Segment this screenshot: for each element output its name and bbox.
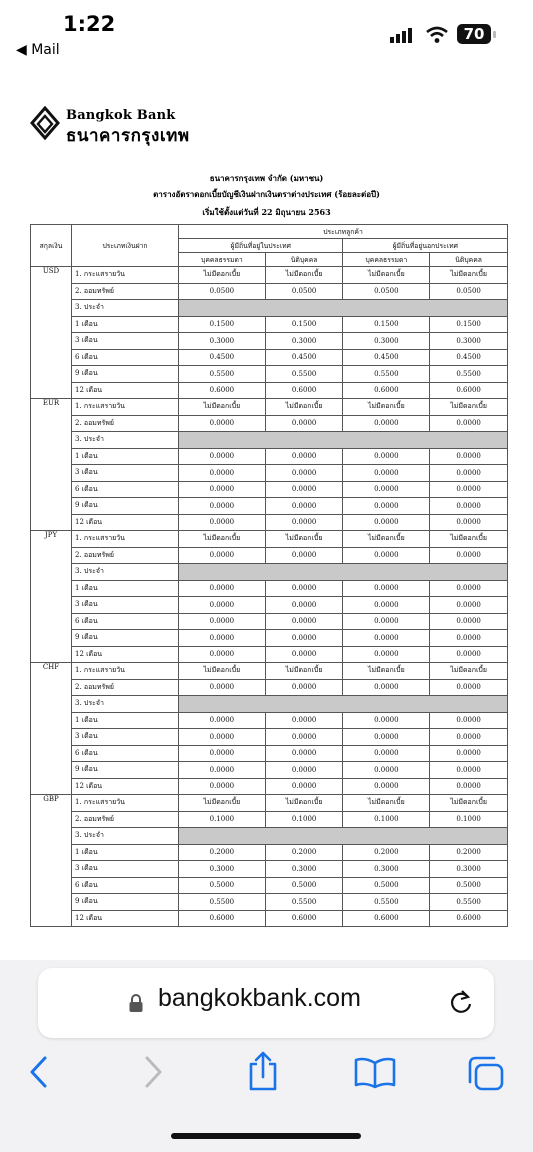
rate-cell: 0.3000: [343, 861, 430, 878]
individual-header: บุคคลธรรมดา: [179, 253, 266, 267]
rate-cell: ไม่มีดอกเบี้ย: [430, 531, 508, 548]
status-bar: [0, 0, 533, 62]
rate-cell: 0.0500: [179, 283, 266, 300]
rate-cell: 0.0000: [265, 762, 343, 779]
rate-cell: 0.5500: [343, 894, 430, 911]
rate-cell: 0.0000: [430, 547, 508, 564]
currency-code: EUR: [31, 399, 72, 531]
table-row: [31, 696, 508, 713]
logo-thai-text: ธนาคารกรุงเทพ: [66, 126, 190, 146]
non-residents-header: ผู้มีถิ่นที่อยู่นอกประเทศ: [343, 239, 508, 253]
wifi-icon: [425, 26, 449, 44]
rate-cell: 0.3000: [430, 333, 508, 350]
table-row: [31, 894, 508, 911]
company-name: ธนาคารกรุงเทพ จำกัด (มหาชน): [209, 173, 324, 183]
rate-cell: 0.0000: [343, 448, 430, 465]
rate-cell: ไม่มีดอกเบี้ย: [179, 267, 266, 284]
table-row: [31, 811, 508, 828]
rate-cell: 0.0000: [179, 597, 266, 614]
table-row: [31, 465, 508, 482]
rate-cell: 0.0000: [343, 762, 430, 779]
rate-cell: 0.0000: [179, 630, 266, 647]
rate-cell: 0.0500: [265, 283, 343, 300]
rate-cell: ไม่มีดอกเบี้ย: [265, 795, 343, 812]
rate-cell: 0.0000: [343, 498, 430, 515]
table-row: [31, 432, 508, 449]
rate-cell: 0.0000: [343, 729, 430, 746]
deposit-type-label: 2. ออมทรัพย์: [72, 547, 179, 564]
rate-cell: 0.2000: [430, 844, 508, 861]
individual-header: บุคคลธรรมดา: [343, 253, 430, 267]
term-label: 12 เดือน: [72, 910, 179, 927]
browser-bottom-bar: [0, 960, 533, 1152]
table-row: [31, 498, 508, 515]
rate-cell: 0.0000: [265, 498, 343, 515]
table-row: [31, 448, 508, 465]
document-page: [0, 62, 533, 960]
term-label: 3 เดือน: [72, 729, 179, 746]
rate-cell: 0.1000: [430, 811, 508, 828]
table-row: [31, 828, 508, 845]
rate-cell: 0.5000: [343, 877, 430, 894]
term-label: 6 เดือน: [72, 349, 179, 366]
table-row: [31, 481, 508, 498]
logo-english-text: Bangkok Bank: [66, 108, 176, 123]
term-label: 12 เดือน: [72, 382, 179, 399]
rate-cell: 0.5500: [265, 894, 343, 911]
table-row: [31, 877, 508, 894]
rate-cell: 0.0000: [265, 613, 343, 630]
shaded-cell: [179, 696, 508, 713]
rate-cell: ไม่มีดอกเบี้ย: [430, 399, 508, 416]
table-row: [31, 300, 508, 317]
shaded-cell: [179, 300, 508, 317]
rate-cell: 0.0000: [265, 547, 343, 564]
rate-cell: ไม่มีดอกเบี้ย: [430, 795, 508, 812]
rate-cell: 0.1000: [265, 811, 343, 828]
deposit-type-label: 3. ประจำ: [72, 432, 179, 449]
table-row: [31, 630, 508, 647]
rate-cell: 0.6000: [343, 910, 430, 927]
rate-cell: 0.0000: [343, 712, 430, 729]
currency-code: GBP: [31, 795, 72, 927]
deposit-type-label: 2. ออมทรัพย์: [72, 679, 179, 696]
address-bar[interactable]: [38, 968, 494, 1038]
rate-cell: 0.0000: [343, 646, 430, 663]
rate-cell: 0.0000: [179, 448, 266, 465]
rate-cell: 0.0000: [430, 778, 508, 795]
share-icon[interactable]: [246, 1050, 280, 1092]
rate-cell: 0.0000: [179, 580, 266, 597]
rate-cell: 0.4500: [430, 349, 508, 366]
rate-cell: 0.0000: [430, 514, 508, 531]
clock: 1:22: [63, 12, 116, 36]
table-row: [31, 795, 508, 812]
bangkok-bank-logo-icon: [30, 106, 60, 140]
term-label: 9 เดือน: [72, 498, 179, 515]
rate-cell: ไม่มีดอกเบี้ย: [265, 267, 343, 284]
rate-cell: 0.0000: [343, 630, 430, 647]
rate-cell: 0.0000: [179, 498, 266, 515]
term-label: 12 เดือน: [72, 778, 179, 795]
term-label: 12 เดือน: [72, 514, 179, 531]
rate-cell: 0.3000: [343, 333, 430, 350]
rate-cell: 0.0000: [265, 679, 343, 696]
rate-cell: 0.0000: [265, 646, 343, 663]
rate-cell: 0.0000: [430, 630, 508, 647]
rate-cell: 0.5000: [430, 877, 508, 894]
term-label: 1 เดือน: [72, 316, 179, 333]
rate-cell: 0.0000: [430, 613, 508, 630]
rate-cell: 0.0000: [265, 481, 343, 498]
chevron-left-icon[interactable]: [26, 1055, 52, 1089]
rate-cell: 0.0000: [430, 498, 508, 515]
table-row: [31, 415, 508, 432]
rate-cell: 0.0000: [179, 762, 266, 779]
term-label: 12 เดือน: [72, 646, 179, 663]
rate-cell: 0.0000: [179, 646, 266, 663]
deposit-type-label: 3. ประจำ: [72, 564, 179, 581]
rate-table-body: [31, 267, 508, 927]
rate-cell: 0.3000: [265, 333, 343, 350]
table-row: [31, 531, 508, 548]
rate-cell: 0.0000: [430, 481, 508, 498]
rate-cell: 0.3000: [179, 861, 266, 878]
currency-code: USD: [31, 267, 72, 399]
rate-cell: 0.0000: [343, 514, 430, 531]
back-app-label: Mail: [31, 42, 60, 58]
rate-cell: 0.6000: [265, 910, 343, 927]
term-label: 3 เดือน: [72, 597, 179, 614]
table-row: [31, 514, 508, 531]
term-label: 3 เดือน: [72, 861, 179, 878]
table-row: [31, 547, 508, 564]
deposit-type-label: 1. กระแสรายวัน: [72, 399, 179, 416]
rate-cell: ไม่มีดอกเบี้ย: [343, 399, 430, 416]
rate-cell: 0.0000: [343, 481, 430, 498]
deposit-type-label: 1. กระแสรายวัน: [72, 531, 179, 548]
rate-cell: 0.1000: [179, 811, 266, 828]
rate-cell: ไม่มีดอกเบี้ย: [430, 663, 508, 680]
rate-cell: 0.0500: [343, 283, 430, 300]
rate-cell: 0.1000: [343, 811, 430, 828]
deposit-type-label: 3. ประจำ: [72, 300, 179, 317]
rate-cell: 0.0000: [179, 415, 266, 432]
rate-cell: 0.0000: [265, 448, 343, 465]
rate-cell: 0.3000: [179, 333, 266, 350]
rate-cell: ไม่มีดอกเบี้ย: [265, 531, 343, 548]
deposit-type-header: ประเภทเงินฝาก: [72, 225, 179, 267]
table-row: [31, 382, 508, 399]
table-row: [31, 366, 508, 383]
rate-cell: ไม่มีดอกเบี้ย: [430, 267, 508, 284]
term-label: 1 เดือน: [72, 712, 179, 729]
rate-cell: ไม่มีดอกเบี้ย: [343, 267, 430, 284]
table-row: [31, 349, 508, 366]
rate-cell: ไม่มีดอกเบี้ย: [343, 531, 430, 548]
rate-cell: 0.0000: [343, 547, 430, 564]
table-row: [31, 679, 508, 696]
rate-cell: 0.0000: [179, 547, 266, 564]
rate-cell: 0.0000: [179, 745, 266, 762]
rate-cell: 0.0000: [343, 597, 430, 614]
table-row: [31, 333, 508, 350]
table-row: [31, 712, 508, 729]
rate-cell: 0.1500: [179, 316, 266, 333]
rate-cell: 0.0000: [179, 514, 266, 531]
rate-cell: 0.0000: [179, 465, 266, 482]
rate-cell: 0.0000: [343, 745, 430, 762]
rate-cell: 0.6000: [430, 382, 508, 399]
url-text: bangkokbank.com: [158, 984, 361, 1012]
rate-cell: 0.5000: [179, 877, 266, 894]
rate-cell: ไม่มีดอกเบี้ย: [343, 795, 430, 812]
rate-cell: 0.0000: [343, 778, 430, 795]
rate-cell: 0.1500: [265, 316, 343, 333]
table-row: [31, 283, 508, 300]
rate-cell: 0.5500: [265, 366, 343, 383]
rate-cell: ไม่มีดอกเบี้ย: [343, 663, 430, 680]
table-row: [31, 580, 508, 597]
signal-icon: [390, 27, 416, 43]
term-label: 6 เดือน: [72, 481, 179, 498]
rate-cell: 0.5500: [430, 366, 508, 383]
currency-code: JPY: [31, 531, 72, 663]
term-label: 9 เดือน: [72, 762, 179, 779]
shaded-cell: [179, 564, 508, 581]
rate-cell: 0.0000: [265, 630, 343, 647]
rate-cell: 0.2000: [179, 844, 266, 861]
rate-cell: 0.0000: [430, 465, 508, 482]
rate-cell: 0.0000: [430, 712, 508, 729]
table-row: [31, 861, 508, 878]
rate-cell: 0.4500: [265, 349, 343, 366]
rate-cell: 0.0000: [265, 778, 343, 795]
rate-cell: 0.0000: [430, 646, 508, 663]
residents-header: ผู้มีถิ่นที่อยู่ในประเทศ: [179, 239, 343, 253]
rate-cell: 0.5500: [430, 894, 508, 911]
table-row: [31, 646, 508, 663]
rate-cell: 0.0000: [179, 481, 266, 498]
table-row: [31, 762, 508, 779]
rate-cell: ไม่มีดอกเบี้ย: [179, 399, 266, 416]
rate-cell: 0.2000: [343, 844, 430, 861]
header-row: [31, 225, 508, 239]
juristic-header: นิติบุคคล: [265, 253, 343, 267]
rate-cell: 0.0000: [179, 778, 266, 795]
rate-cell: 0.6000: [265, 382, 343, 399]
rate-cell: 0.1500: [430, 316, 508, 333]
rate-cell: 0.0000: [265, 580, 343, 597]
rate-cell: 0.0000: [430, 580, 508, 597]
rate-cell: ไม่มีดอกเบี้ย: [265, 399, 343, 416]
effective-date: เริ่มใช้ตั้งแต่วันที่ 22 มิถุนายน 2563: [202, 207, 331, 217]
rate-cell: ไม่มีดอกเบี้ย: [179, 531, 266, 548]
rate-cell: 0.6000: [179, 910, 266, 927]
rate-cell: 0.3000: [265, 861, 343, 878]
rate-cell: 0.0000: [430, 448, 508, 465]
rate-cell: 0.0000: [430, 745, 508, 762]
battery-indicator: 70: [457, 24, 491, 44]
juristic-header: นิติบุคคล: [430, 253, 508, 267]
rate-cell: 0.5500: [179, 366, 266, 383]
rate-cell: 0.0000: [265, 514, 343, 531]
rate-cell: 0.5500: [179, 894, 266, 911]
rate-cell: 0.0000: [179, 729, 266, 746]
rate-cell: 0.0000: [179, 613, 266, 630]
term-label: 1 เดือน: [72, 844, 179, 861]
table-row: [31, 564, 508, 581]
deposit-type-label: 2. ออมทรัพย์: [72, 415, 179, 432]
rate-cell: 0.0000: [430, 415, 508, 432]
rate-cell: ไม่มีดอกเบี้ย: [179, 795, 266, 812]
home-indicator[interactable]: [171, 1133, 361, 1139]
rate-cell: 0.6000: [430, 910, 508, 927]
table-row: [31, 316, 508, 333]
rate-cell: 0.0000: [265, 465, 343, 482]
reload-icon[interactable]: [448, 988, 474, 1016]
rate-cell: 0.0000: [343, 580, 430, 597]
book-icon[interactable]: [353, 1057, 397, 1089]
deposit-type-label: 3. ประจำ: [72, 828, 179, 845]
rate-cell: 0.0000: [179, 712, 266, 729]
rate-cell: 0.0500: [430, 283, 508, 300]
rate-cell: 0.0000: [430, 679, 508, 696]
term-label: 6 เดือน: [72, 613, 179, 630]
rate-cell: 0.0000: [265, 415, 343, 432]
table-row: [31, 399, 508, 416]
rate-cell: 0.4500: [179, 349, 266, 366]
back-to-app-link[interactable]: ◀ Mail: [16, 42, 60, 58]
currency-code: CHF: [31, 663, 72, 795]
shaded-cell: [179, 432, 508, 449]
table-row: [31, 910, 508, 927]
rate-cell: 0.3000: [430, 861, 508, 878]
deposit-type-label: 2. ออมทรัพย์: [72, 811, 179, 828]
tabs-icon[interactable]: [466, 1055, 508, 1093]
rate-cell: 0.0000: [265, 745, 343, 762]
term-label: 9 เดือน: [72, 630, 179, 647]
rate-cell: 0.0000: [265, 729, 343, 746]
rate-cell: 0.0000: [430, 762, 508, 779]
rate-cell: 0.6000: [179, 382, 266, 399]
rate-cell: 0.1500: [343, 316, 430, 333]
term-label: 3 เดือน: [72, 465, 179, 482]
deposit-type-label: 3. ประจำ: [72, 696, 179, 713]
table-row: [31, 778, 508, 795]
table-row: [31, 597, 508, 614]
rate-cell: 0.0000: [265, 597, 343, 614]
shaded-cell: [179, 828, 508, 845]
term-label: 6 เดือน: [72, 745, 179, 762]
rate-cell: 0.0000: [430, 729, 508, 746]
table-row: [31, 613, 508, 630]
rate-cell: ไม่มีดอกเบี้ย: [265, 663, 343, 680]
lock-icon: [128, 993, 144, 1013]
battery-tip: [493, 31, 496, 38]
term-label: 1 เดือน: [72, 448, 179, 465]
rate-cell: 0.5500: [343, 366, 430, 383]
currency-header: สกุลเงิน: [31, 225, 72, 267]
term-label: 6 เดือน: [72, 877, 179, 894]
chevron-right-icon[interactable]: [140, 1055, 166, 1089]
table-row: [31, 844, 508, 861]
rate-cell: 0.0000: [343, 679, 430, 696]
deposit-type-label: 1. กระแสรายวัน: [72, 267, 179, 284]
deposit-type-label: 1. กระแสรายวัน: [72, 663, 179, 680]
term-label: 3 เดือน: [72, 333, 179, 350]
table-row: [31, 663, 508, 680]
rate-cell: 0.0000: [179, 679, 266, 696]
rate-table: [30, 224, 508, 927]
rate-cell: 0.0000: [430, 597, 508, 614]
rate-cell: 0.4500: [343, 349, 430, 366]
term-label: 9 เดือน: [72, 366, 179, 383]
rate-cell: 0.0000: [343, 613, 430, 630]
term-label: 1 เดือน: [72, 580, 179, 597]
rate-cell: ไม่มีดอกเบี้ย: [179, 663, 266, 680]
table-row: [31, 729, 508, 746]
rate-cell: 0.0000: [343, 415, 430, 432]
rate-cell: 0.0000: [343, 465, 430, 482]
table-row: [31, 267, 508, 284]
rate-cell: 0.5000: [265, 877, 343, 894]
rate-cell: 0.2000: [265, 844, 343, 861]
table-row: [31, 745, 508, 762]
deposit-type-label: 1. กระแสรายวัน: [72, 795, 179, 812]
rate-cell: 0.6000: [343, 382, 430, 399]
document-title: ตารางอัตราดอกเบี้ยบัญชีเงินฝากเงินตราต่างประเทศ (ร้อยละต่อปี): [153, 189, 380, 199]
rate-cell: 0.0000: [265, 712, 343, 729]
term-label: 9 เดือน: [72, 894, 179, 911]
deposit-type-label: 2. ออมทรัพย์: [72, 283, 179, 300]
customer-type-header: ประเภทลูกค้า: [179, 225, 508, 239]
